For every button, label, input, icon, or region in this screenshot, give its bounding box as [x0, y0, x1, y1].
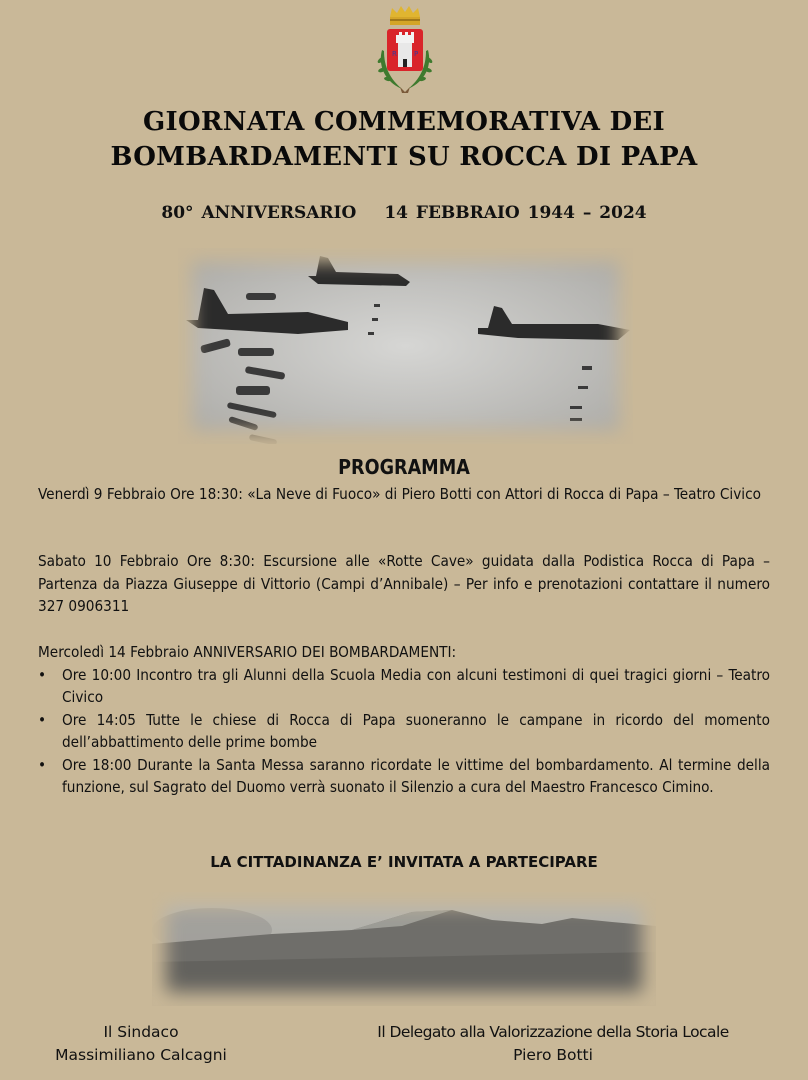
crest-letter-p: P [414, 50, 419, 58]
list-item: • Ore 18:00 Durante la Santa Messa saranno ricordate le vittime del bombardamento. Al termine della funzione, sul Sagrato del Duomo verrà suonato il Silenzio a cura del Maestro Francesco Cimino. [38, 754, 770, 799]
municipal-crest-logo [372, 5, 438, 95]
landscape-photo [152, 892, 656, 1006]
anniversary-label: 80° ANNIVERSARIO [161, 203, 357, 223]
event-venerdi: Venerdì 9 Febbraio Ore 18:30: «La Neve di Fuoco» di Piero Botti con Attori di Rocca di Papa – Teatro Civico [38, 485, 761, 503]
signature-mayor [36, 1021, 246, 1067]
anniversary-subtitle [0, 203, 808, 223]
programma-heading: PROGRAMMA [338, 455, 470, 479]
list-item: • Ore 10:00 Incontro tra gli Alunni della Scuola Media con alcuni testimoni di quei tragici giorni – Teatro Civico [38, 664, 770, 709]
page-title-line1: GIORNATA COMMEMORATIVA DEI [142, 107, 665, 137]
signature-role: Il Sindaco [103, 1023, 179, 1041]
signature-delegate [330, 1021, 776, 1067]
crest-letter-r: R [392, 50, 397, 58]
event-sabato: Sabato 10 Febbraio Ore 8:30: Escursione alle «Rotte Cave» guidata dalla Podistica Rocca di Papa – Partenza da Piazza Giuseppe di Vittorio (Campi d’Annibale) – Per info e prenotazioni contattare il numero 327 0906311 [38, 552, 770, 615]
list-item: • Ore 14:05 Tutte le chiese di Rocca di Papa suoneranno le campane in ricordo del momento dell’abbattimento delle prime bombe [38, 709, 770, 754]
signature-role: Il Delegato alla Valorizzazione della Storia Locale [377, 1023, 729, 1041]
signature-name: Massimiliano Calcagni [55, 1046, 227, 1064]
tower-icon [396, 32, 414, 67]
bombers-photo [178, 248, 633, 444]
invitation-banner: LA CITTADINANZA E’ INVITATA A PARTECIPARE [210, 853, 598, 871]
page-title-line2: BOMBARDAMENTI SU ROCCA DI PAPA [110, 142, 698, 172]
event-mercoledi-intro: Mercoledì 14 Febbraio ANNIVERSARIO DEI BOMBARDAMENTI: [38, 643, 457, 661]
signature-name: Piero Botti [513, 1046, 593, 1064]
event-mercoledi [38, 641, 770, 799]
anniversary-dates: 14 FEBBRAIO 1944 – 2024 [384, 203, 647, 223]
crown-icon [390, 6, 420, 25]
event-mercoledi-list [38, 664, 770, 799]
